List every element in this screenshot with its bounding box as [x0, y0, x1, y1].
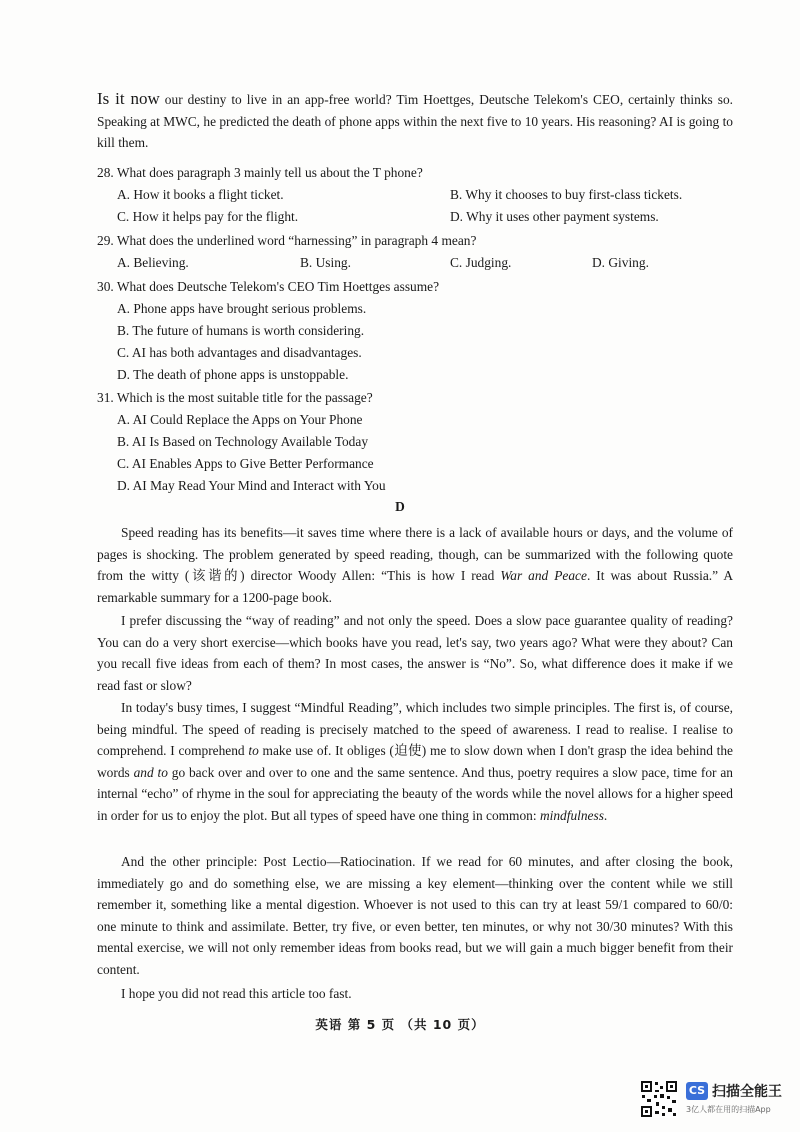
passage-p3-emph-to: to [248, 743, 259, 759]
passage-paragraph-4: And the other principle: Post Lectio—Ratiocination. If we read for 60 minutes, and after closing the book, immediately go and do something else, we are missing a key element—thinking over the content while we still remember it, something like a mental digestion. Whoever is not used to this can try at least 59/1 compared to 60/0: one minute to think and assimilate. Better, try five, or even better, ten minutes, or why not 30/30 minutes? With this mental exercise, we will not only remember ideas from books read, but we will gain a much bigger benefit from their content. [97, 854, 733, 977]
passage-p3-emph-and-to: and to [133, 764, 168, 780]
intro-text: our destiny to live in an app-free world? Tim Hoettges, Deutsche Telekom's CEO, certainly thinks so. Speaking at MWC, he predicted the death of phone apps within the next five to 10 years. His reasoning? AI is going to kill them. [97, 92, 733, 151]
passage-p1-text-b: . It was about Russia.” A remarkable summary for a 1200-page book. [97, 568, 733, 605]
passage-paragraph-3 [97, 697, 733, 827]
camscanner-tagline: 3亿人都在用的扫描App [686, 1105, 771, 1114]
question-29-option-b: B. Using. [300, 255, 351, 270]
section-label: D [395, 499, 405, 514]
page-footer: 英语 第 5 页 （共 10 页） [315, 1017, 485, 1032]
intro-paragraph [97, 88, 733, 154]
passage-paragraph-2: I prefer discussing the “way of reading” and not only the speed. Does a slow pace guarantee quality of reading? You can do a very short exercise—which books have you read, let's say, two years ago? What were they about? Can you recall five ideas from each of them? In most cases, the answer is “No”. So, what difference does it make if we read fast or slow? [97, 613, 733, 693]
passage-p1-text-a: Speed reading has its benefits—it saves time where there is a lack of available hours or days, and the volume of pages is shocking. The problem generated by speed reading, though, can be summarized with the following quote from the witty (该谐的) director Woody Allen: “This is how I read [97, 525, 733, 584]
question-28-option-c: C. How it helps pay for the flight. [117, 209, 299, 224]
passage-paragraph-5: I hope you did not read this article too fast. [121, 986, 352, 1001]
question-28-option-a: A. How it books a flight ticket. [117, 187, 284, 202]
passage-p3-text-a: In today's busy times, I suggest “Mindful Reading”, which includes two simple principles. The first is, of course, being mindful. The speed of reading is precisely matched to the speed of awareness. I read to realise. I realise to comprehend. I comprehend [97, 700, 733, 759]
question-30-option-b: B. The future of humans is worth considering. [117, 323, 365, 338]
question-29-option-a: A. Believing. [117, 255, 189, 270]
camscanner-name: 扫描全能王 [712, 1084, 782, 1100]
question-31-option-d: D. AI May Read Your Mind and Interact with You [117, 478, 386, 493]
passage-p3-text-d: . [603, 807, 608, 823]
question-31-option-a: A. AI Could Replace the Apps on Your Phone [117, 412, 363, 427]
question-28-option-d: D. Why it uses other payment systems. [450, 209, 659, 224]
question-30-option-c: C. AI has both advantages and disadvantages. [117, 345, 362, 360]
question-31-option-c: C. AI Enables Apps to Give Better Performance [117, 456, 374, 471]
passage-p3-text-c: go back over and over to one and the same sentence. And thus, poetry requires a slow pace, time for an internal “echo” of rhyme in the soul for appreciating the beauty of the words while the novel allows for a higher speed in order for us to enjoy the plot. But all types of speed have one thing in common: [97, 764, 733, 823]
question-31-stem: 31. Which is the most suitable title for the passage? [97, 390, 373, 405]
question-29-option-d: D. Giving. [592, 255, 649, 270]
question-29-option-c: C. Judging. [450, 255, 512, 270]
intro-lead: Is it now [97, 89, 160, 108]
passage-p3-text-b: make use of. It obliges (迫使) me to slow down when I don't grasp the idea behind the words [97, 743, 733, 780]
question-30-option-a: A. Phone apps have brought serious problems. [117, 301, 367, 316]
question-28-stem: 28. What does paragraph 3 mainly tell us about the T phone? [97, 165, 423, 180]
passage-book-title: War and Peace [500, 568, 587, 584]
scanner-watermark [640, 1080, 790, 1120]
question-28-option-b: B. Why it chooses to buy first-class tickets. [450, 187, 683, 202]
question-30-stem: 30. What does Deutsche Telekom's CEO Tim Hoettges assume? [97, 279, 440, 294]
passage-paragraph-1 [97, 522, 733, 608]
qr-code-icon [640, 1080, 678, 1118]
camscanner-logo-icon: CS [686, 1082, 708, 1100]
passage-p3-emph-mindfulness: mindfulness [539, 807, 604, 823]
question-30-option-d: D. The death of phone apps is unstoppable. [117, 367, 349, 382]
question-31-option-b: B. AI Is Based on Technology Available Today [117, 434, 369, 449]
question-29-stem: 29. What does the underlined word “harnessing” in paragraph 4 mean? [97, 233, 477, 248]
